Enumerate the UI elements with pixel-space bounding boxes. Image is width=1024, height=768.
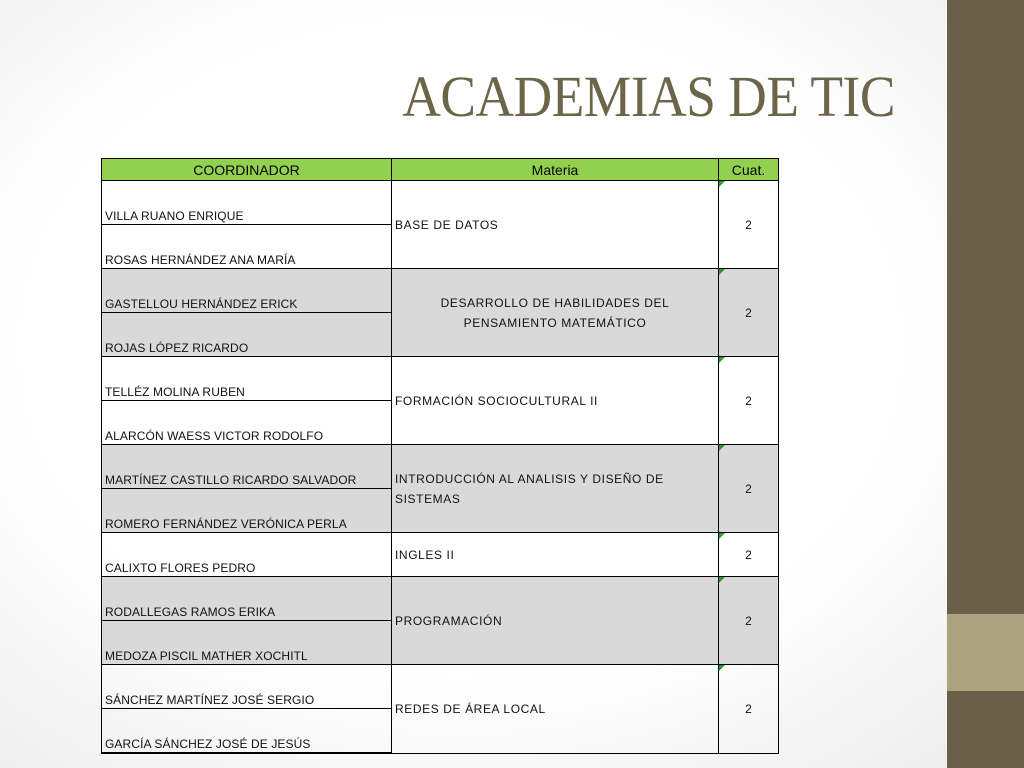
cuat-cell: 2 — [719, 665, 779, 754]
cuat-cell: 2 — [719, 533, 779, 577]
cuat-cell: 2 — [719, 269, 779, 357]
cuat-cell: 2 — [719, 357, 779, 445]
coordinator-cell: MARTÍNEZ CASTILLO RICARDO SALVADOR — [102, 445, 392, 489]
cuat-cell: 2 — [719, 181, 779, 269]
table-row — [102, 665, 779, 709]
materia-cell: INTRODUCCIÓN AL ANALISIS Y DISEÑO DE SISTEMAS — [392, 445, 719, 533]
coordinator-cell: MEDOZA PISCIL MATHER XOCHITL — [102, 621, 392, 665]
table-row — [102, 577, 779, 621]
coordinator-cell: CALIXTO FLORES PEDRO — [102, 533, 392, 577]
coordinator-cell: ROSAS HERNÁNDEZ ANA MARÍA — [102, 225, 392, 269]
table-row — [102, 181, 779, 225]
academias-table — [101, 158, 779, 754]
table-row — [102, 445, 779, 489]
table-row — [102, 269, 779, 313]
coordinator-cell: ROMERO FERNÁNDEZ VERÓNICA PERLA — [102, 489, 392, 533]
coordinator-cell: VILLA RUANO ENRIQUE — [102, 181, 392, 225]
materia-cell: DESARROLLO DE HABILIDADES DEL PENSAMIENTO MATEMÁTICO — [392, 269, 719, 357]
materia-cell: REDES DE ÁREA LOCAL — [392, 665, 719, 754]
coordinator-cell: GARCÍA SÁNCHEZ JOSÉ DE JESÚS — [102, 709, 392, 754]
sidebar-accent — [947, 614, 1024, 691]
table-row — [102, 533, 779, 577]
cuat-cell: 2 — [719, 577, 779, 665]
materia-cell: PROGRAMACIÓN — [392, 577, 719, 665]
header-coordinador: COORDINADOR — [102, 159, 392, 181]
materia-cell: FORMACIÓN SOCIOCULTURAL II — [392, 357, 719, 445]
cuat-cell: 2 — [719, 445, 779, 533]
coordinator-cell: SÁNCHEZ MARTÍNEZ JOSÉ SERGIO — [102, 665, 392, 709]
materia-cell: BASE DE DATOS — [392, 181, 719, 269]
header-materia: Materia — [392, 159, 719, 181]
coordinator-cell: ALARCÓN WAESS VICTOR RODOLFO — [102, 401, 392, 445]
coordinator-cell: RODALLEGAS RAMOS ERIKA — [102, 577, 392, 621]
coordinator-cell: GASTELLOU HERNÁNDEZ ERICK — [102, 269, 392, 313]
header-cuat: Cuat. — [719, 159, 779, 181]
slide-title: ACADEMIAS DE TIC — [402, 64, 895, 129]
materia-cell: INGLES II — [392, 533, 719, 577]
table-header-row — [102, 159, 779, 181]
coordinator-cell: ROJAS LÓPEZ RICARDO — [102, 313, 392, 357]
coordinator-cell: TELLÉZ MOLINA RUBEN — [102, 357, 392, 401]
table-row — [102, 357, 779, 401]
